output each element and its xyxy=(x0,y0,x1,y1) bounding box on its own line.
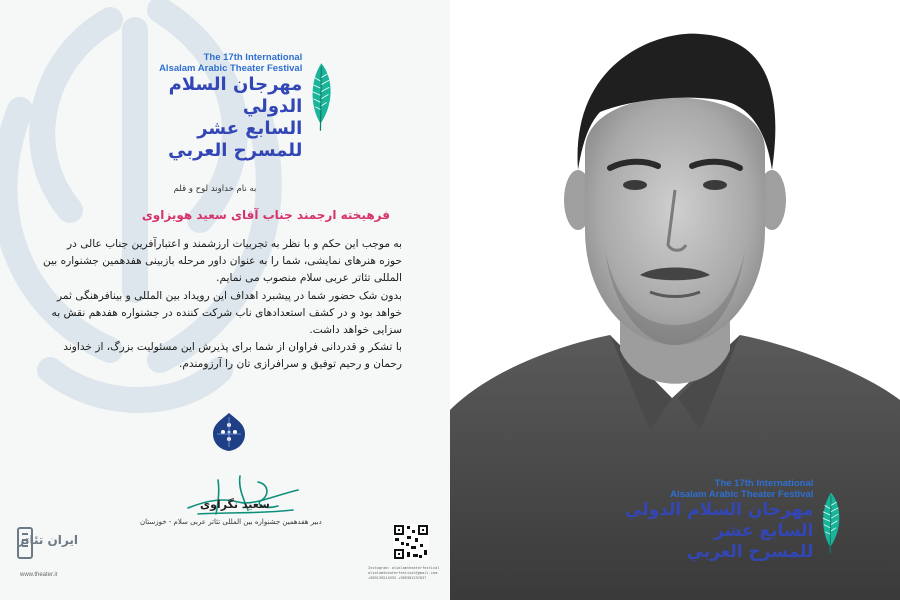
festival-name-en-line2: Alsalam Arabic Theater Festival xyxy=(670,489,814,500)
letter-paragraph: به موجب این حکم و با نظر به تجربیات ارزشمند و اعتبارآفرین جناب عالی در حوزه هنرهای نمایشی، شما را به عنوان داور مرحله بازبینی هفدهمین جشنواره بین المللی تئاتر عربی سلام منصوب می نمایم. xyxy=(43,238,402,285)
feather-icon xyxy=(308,58,335,136)
signer-name: سعید نگراوی xyxy=(200,498,270,511)
iran-theater-logo xyxy=(14,522,84,572)
festival-name-ar-line3: للمسرح العربي xyxy=(168,140,303,161)
agency-name: ایران تئاتر xyxy=(17,533,78,547)
qr-code-icon xyxy=(393,524,429,560)
letter-body xyxy=(42,236,402,374)
letter-paragraph: با تشکر و قدردانی فراوان از شما برای پذیرش این مسئولیت بزرگ، از خداوند رحمان و رحیم توفیق و سرافرازی تان را آرزومندم. xyxy=(63,341,402,371)
festival-name-ar-line1: مهرجان السلام الدولي xyxy=(625,500,814,520)
contact-line: alsalamtheaterfestival@gmail.com xyxy=(368,571,438,575)
blessing-line: به نام خداوند لوح و قلم xyxy=(173,184,257,194)
festival-name-ar-line3: للمسرح العربي xyxy=(686,542,814,562)
handwritten-signature xyxy=(178,470,308,520)
agency-url: www.theater.ir xyxy=(20,572,58,578)
feather-icon xyxy=(819,482,843,564)
contact-line: +989139514935 +989381297837 xyxy=(368,576,427,580)
festival-name-ar-line1: مهرجان السلام الدولي xyxy=(168,74,303,117)
festival-name-en-line1: The 17th International xyxy=(203,52,303,63)
islamic-pattern-emblem-icon xyxy=(212,412,246,452)
festival-name-ar-line2: السابع عشر xyxy=(714,521,814,541)
signer-title: دبیر هفدهمین جشنواره بین المللی تئاتر عربی سلام - خوزستان xyxy=(140,518,322,526)
festival-name-ar-line2: السابع عشر xyxy=(197,118,303,139)
festival-logo xyxy=(125,52,335,161)
contact-line: Instagram: alsalamtheaterfestival xyxy=(368,566,440,570)
festival-logo-overlay xyxy=(625,478,875,578)
festival-name-en-line2: Alsalam Arabic Theater Festival xyxy=(159,63,303,74)
salutation: فرهیخته ارجمند جناب آقای سعید هویزاوی xyxy=(141,208,390,222)
contact-lines xyxy=(368,566,448,581)
letter-paragraph: بدون شک حضور شما در پیشبرد اهداف این رویداد بین المللی و بینافرهنگی ثمر خواهد بود و در کشف استعدادهای ناب شرکت کننده در جشنواره هفدهم نقش به سزایی خواهد داشت. xyxy=(51,289,402,337)
festival-name-en-line1: The 17th International xyxy=(714,478,814,489)
